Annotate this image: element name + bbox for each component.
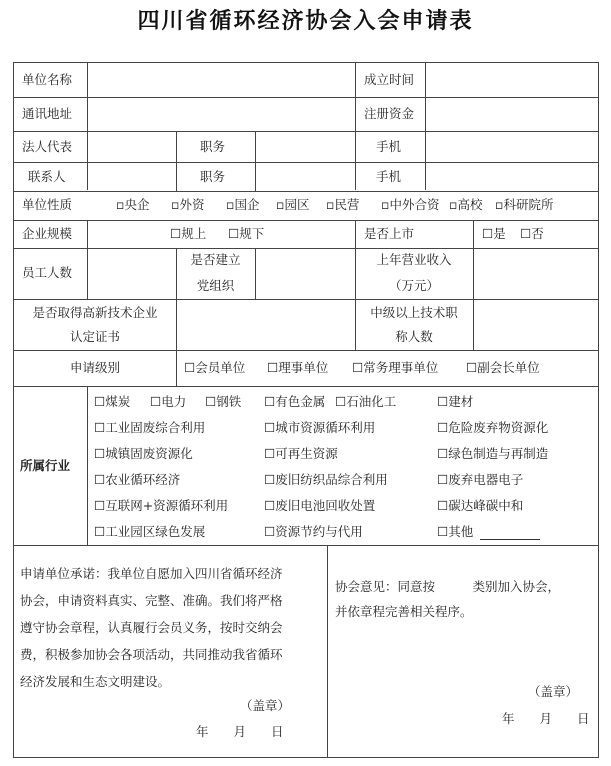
level-option-member[interactable]: ☐会员单位 (184, 360, 246, 375)
label-revenue-line1: 上年营业收入 (376, 252, 452, 267)
revenue-field[interactable] (474, 249, 598, 298)
pledge-line-4: 费，积极参加协会各项活动，共同推动我省循环 (20, 647, 283, 662)
level-option-director[interactable]: ☐理事单位 (267, 360, 329, 375)
address-field[interactable] (88, 98, 354, 130)
pledge-date: 年 月 日 (196, 724, 284, 739)
nature-option-joint-venture[interactable]: ▫中外合资 (381, 197, 440, 212)
industry-coal[interactable]: ☐煤炭 (94, 394, 131, 409)
industry-internet-recycling[interactable]: ☐互联网+资源循环利用 (94, 498, 229, 513)
row-divider (13, 191, 599, 192)
nature-option-research[interactable]: ▫科研院所 (495, 197, 554, 212)
label-contact: 联系人 (28, 169, 66, 184)
capital-field[interactable] (426, 98, 598, 130)
row-divider (13, 350, 599, 351)
industry-waste-electronics[interactable]: ☐废弃电器电子 (437, 472, 524, 487)
pledge-seal: （盖章） (240, 698, 291, 713)
scale-option-below[interactable]: ☐规下 (228, 226, 265, 241)
pledge-line-3: 遵守协会章程，认真履行会员义务，按时交纳会 (20, 620, 283, 635)
industry-renewable-resources[interactable]: ☐可再生资源 (264, 446, 338, 461)
form-title: 四川省循环经济协会入会申请表 (137, 8, 474, 34)
industry-building-materials[interactable]: ☐建材 (437, 394, 474, 409)
pledge-line-2: 协会，申请资料真实、完整、准确。我们将严格 (20, 593, 283, 608)
unit-name-field[interactable] (88, 63, 354, 96)
label-party-line1: 是否建立 (190, 252, 241, 267)
industry-urban-recycling[interactable]: ☐城市资源循环利用 (264, 420, 376, 435)
nature-option-university[interactable]: ▫高校 (449, 197, 483, 212)
row-divider (13, 386, 599, 387)
industry-petrochem[interactable]: ☐石油化工 (335, 394, 397, 409)
hightech-field[interactable] (177, 300, 354, 349)
label-employees: 员工人数 (22, 265, 73, 280)
label-industry: 所属行业 (20, 458, 71, 473)
scale-option-above[interactable]: ☐规上 (170, 226, 207, 241)
industry-carbon-neutral[interactable]: ☐碳达峰碳中和 (437, 498, 524, 513)
employees-field[interactable] (88, 249, 175, 298)
pledge-line-5: 经济发展和生态文明建设。 (20, 674, 171, 689)
level-option-vice-president[interactable]: ☐副会长单位 (466, 360, 540, 375)
label-hightech-line1: 是否取得高新技术企业 (32, 305, 158, 320)
industry-industrial-park[interactable]: ☐工业园区绿色发展 (94, 524, 206, 539)
industry-waste-textiles[interactable]: ☐废旧纺织品综合利用 (264, 472, 388, 487)
label-staff-line2: 称人数 (395, 329, 433, 344)
party-field[interactable] (256, 249, 354, 298)
col-divider (176, 350, 177, 386)
nature-option-park[interactable]: ▫园区 (276, 197, 310, 212)
label-hightech-line2: 认定证书 (69, 329, 120, 344)
label-position: 职务 (200, 139, 226, 154)
industry-other-blank[interactable] (480, 539, 540, 540)
col-divider (176, 131, 177, 191)
label-staff-line1: 中级以上技术职 (370, 305, 458, 320)
label-revenue-line2: （万元） (388, 278, 439, 293)
position-2-field[interactable] (256, 163, 354, 190)
contact-field[interactable] (88, 163, 175, 190)
label-unit-name: 单位名称 (22, 72, 73, 87)
position-field[interactable] (256, 132, 354, 161)
label-party-line2: 党组织 (196, 278, 235, 293)
col-divider (355, 62, 356, 190)
mobile-2-field[interactable] (426, 163, 598, 190)
industry-agriculture-circular[interactable]: ☐农业循环经济 (94, 472, 181, 487)
label-listed: 是否上市 (364, 226, 415, 241)
industry-power[interactable]: ☐电力 (150, 394, 187, 409)
opinion-line-2: 并依章程完善相关程序。 (335, 604, 473, 619)
nature-option-soe-central[interactable]: ▫央企 (116, 197, 150, 212)
founded-field[interactable] (426, 63, 598, 96)
level-option-standing-director[interactable]: ☐常务理事单位 (352, 360, 439, 375)
nature-option-private[interactable]: ▫民营 (326, 197, 360, 212)
nature-option-state[interactable]: ▫国企 (226, 197, 260, 212)
staff-field[interactable] (474, 300, 598, 349)
mobile-field[interactable] (426, 132, 598, 161)
col-divider (87, 220, 88, 248)
label-capital: 注册资金 (364, 106, 415, 121)
pledge-line-1: 申请单位承诺：我单位自愿加入四川省循环经济 (20, 566, 283, 581)
col-divider (473, 220, 474, 248)
industry-green-manufacturing[interactable]: ☐绿色制造与再制造 (437, 446, 549, 461)
col-divider (327, 545, 328, 758)
opinion-line-1: 协会意见：同意按 类别加入协会， (335, 579, 561, 594)
industry-other[interactable]: ☐其他 (437, 524, 474, 539)
industry-hazardous-waste[interactable]: ☐危险废弃物资源化 (437, 420, 549, 435)
label-founded: 成立时间 (364, 72, 415, 87)
legal-rep-field[interactable] (88, 132, 175, 161)
industry-nonferrous[interactable]: ☐有色金属 (264, 394, 326, 409)
listed-option-yes[interactable]: ☐是 (482, 226, 506, 241)
industry-resource-saving[interactable]: ☐资源节约与代用 (264, 524, 363, 539)
col-divider (87, 386, 88, 545)
industry-urban-solid-waste[interactable]: ☐城镇固废资源化 (94, 446, 193, 461)
label-address: 通讯地址 (22, 106, 73, 121)
listed-option-no[interactable]: ☐否 (520, 226, 544, 241)
opinion-seal: （盖章） (528, 684, 579, 699)
industry-industrial-solid-waste[interactable]: ☐工业固废综合利用 (94, 420, 206, 435)
row-divider (13, 545, 599, 546)
label-scale: 企业规模 (22, 226, 73, 241)
opinion-date: 年 月 日 (502, 711, 590, 726)
label-mobile-2: 手机 (376, 169, 402, 184)
industry-steel[interactable]: ☐钢铁 (205, 394, 242, 409)
row-divider (13, 220, 599, 221)
label-position-2: 职务 (200, 169, 226, 184)
label-legal-rep: 法人代表 (22, 139, 73, 154)
nature-option-foreign[interactable]: ▫外资 (171, 197, 205, 212)
label-level: 申请级别 (69, 360, 120, 375)
label-unit-nature: 单位性质 (22, 197, 73, 212)
label-mobile: 手机 (376, 139, 402, 154)
col-divider (355, 220, 356, 248)
industry-battery-recycling[interactable]: ☐废旧电池回收处置 (264, 498, 376, 513)
